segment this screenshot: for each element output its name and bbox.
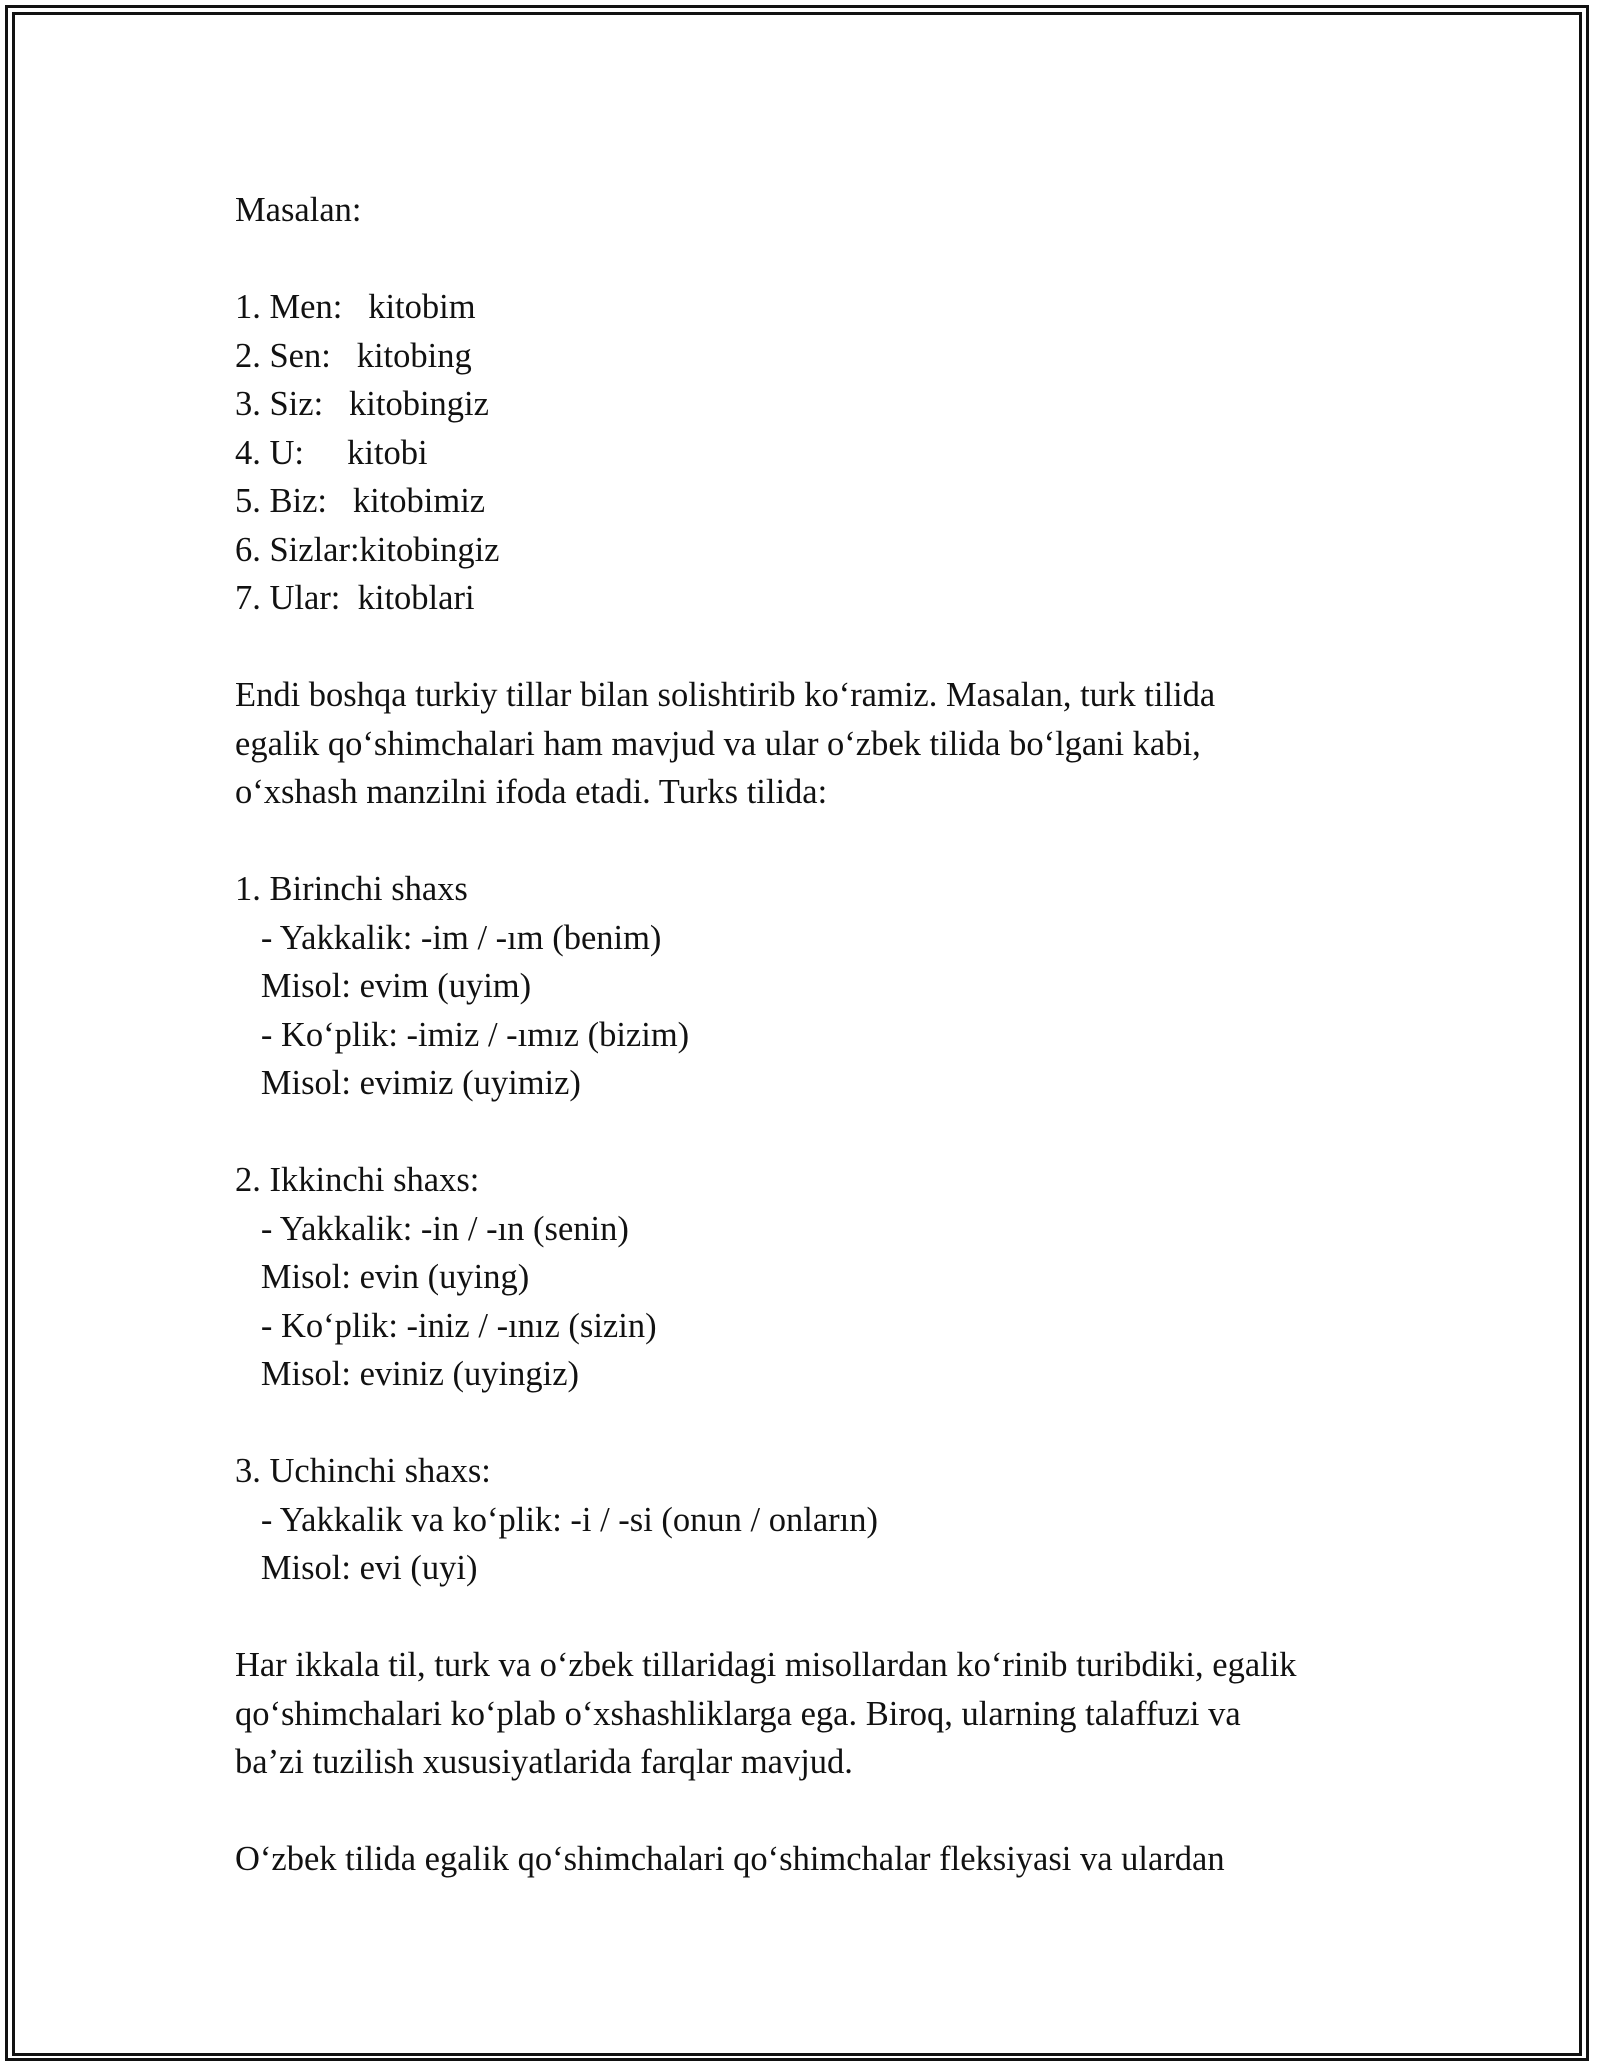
- list-item: 7. Ular: kitoblari: [235, 579, 475, 617]
- paragraph-conclusion: [235, 1641, 1435, 1787]
- spacer: [235, 623, 1435, 672]
- section-line: Misol: evi (uyi): [235, 1549, 478, 1587]
- list-item: 6. Sizlar:kitobingiz: [235, 530, 500, 569]
- list-item: 3. Siz: kitobingiz: [235, 385, 489, 423]
- paragraph-line: Endi boshqa turkiy tillar bilan solishtirib ko‘ramiz. Masalan, turk tilida: [235, 676, 1216, 714]
- spacer: [235, 1787, 1435, 1836]
- list-item: 2. Sen: kitobing: [235, 336, 472, 375]
- spacer: [235, 817, 1435, 866]
- section-line: - Yakkalik va ko‘plik: -i / -si (onun / onların): [235, 1500, 878, 1539]
- section-second-person: [235, 1156, 1435, 1399]
- document-body: [235, 186, 1435, 1884]
- list-item: 5. Biz: kitobimiz: [235, 482, 486, 520]
- paragraph-line: Har ikkala til, turk va o‘zbek tillaridagi misollardan ko‘rinib turibdiki, egalik: [235, 1646, 1297, 1684]
- paragraph-final: [235, 1835, 1435, 1884]
- paragraph-comparison: [235, 671, 1435, 817]
- possessive-list: [235, 283, 1435, 623]
- section-line: 3. Uchinchi shaxs:: [235, 1452, 491, 1490]
- section-line: - Yakkalik: -in / -ın (senin): [235, 1209, 629, 1248]
- paragraph-line: ba’zi tuzilish xususiyatlarida farqlar mavjud.: [235, 1743, 853, 1781]
- section-line: - Yakkalik: -im / -ım (benim): [235, 918, 662, 957]
- section-line: Misol: evim (uyim): [235, 967, 532, 1005]
- spacer: [235, 235, 1435, 284]
- spacer: [235, 1593, 1435, 1642]
- section-line: - Ko‘plik: -imiz / -ımız (bizim): [235, 1015, 690, 1054]
- section-line: 1. Birinchi shaxs: [235, 870, 468, 908]
- section-line: Misol: evimiz (uyimiz): [235, 1064, 581, 1102]
- section-line: 2. Ikkinchi shaxs:: [235, 1161, 480, 1199]
- list-item: 1. Men: kitobim: [235, 288, 476, 326]
- paragraph-line: egalik qo‘shimchalari ham mavjud va ular o‘zbek tilida bo‘lgani kabi,: [235, 724, 1201, 763]
- section-line: Misol: evin (uying): [235, 1258, 530, 1296]
- section-third-person: [235, 1447, 1435, 1593]
- section-line: - Ko‘plik: -iniz / -ınız (sizin): [235, 1306, 657, 1345]
- paragraph-line: O‘zbek tilida egalik qo‘shimchalari qo‘shimchalar fleksiyasi va ulardan: [235, 1840, 1225, 1878]
- spacer: [235, 1399, 1435, 1448]
- spacer: [235, 1108, 1435, 1157]
- list-item: 4. U: kitobi: [235, 433, 428, 472]
- section-first-person: [235, 865, 1435, 1108]
- paragraph-line: o‘xshash manzilni ifoda etadi. Turks tilida:: [235, 773, 828, 811]
- section-line: Misol: eviniz (uyingiz): [235, 1355, 579, 1393]
- heading: Masalan:: [235, 191, 362, 229]
- paragraph-line: qo‘shimchalari ko‘plab o‘xshashliklarga ega. Biroq, ularning talaffuzi va: [235, 1694, 1241, 1733]
